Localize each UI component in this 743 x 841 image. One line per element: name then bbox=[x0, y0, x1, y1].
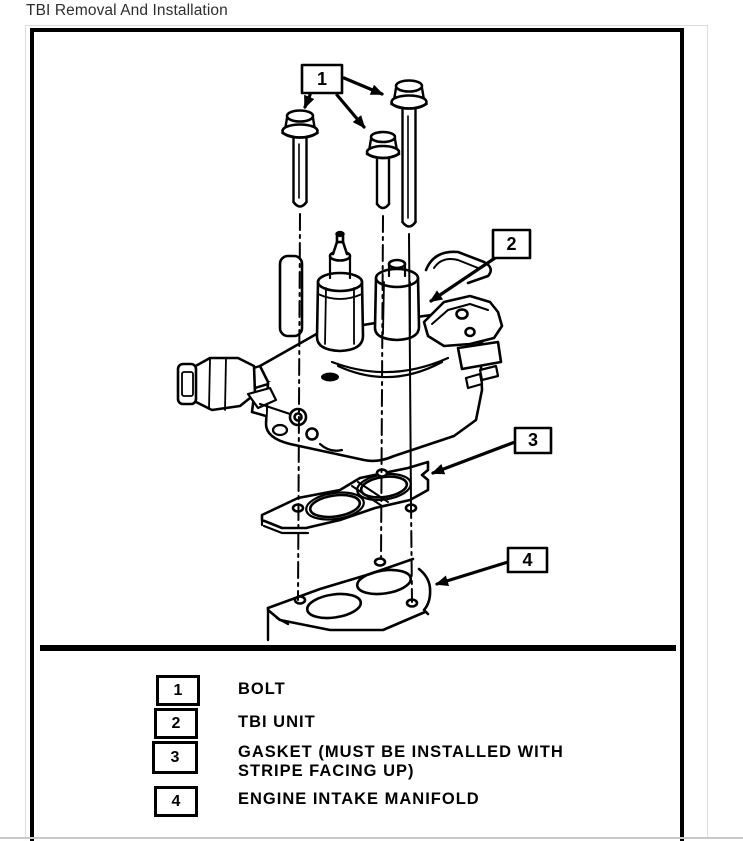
page-title: TBI Removal And Installation bbox=[26, 2, 228, 19]
svg-text:1: 1 bbox=[316, 69, 328, 89]
legend-label-gasket: GASKET (MUST BE INSTALLED WITH STRIPE FACING UP) bbox=[238, 743, 564, 780]
callout-1-arrow-left bbox=[305, 95, 310, 107]
svg-text:3: 3 bbox=[527, 430, 539, 450]
legend-num-box-1: 1 bbox=[156, 675, 200, 706]
centerline-right bbox=[411, 502, 412, 602]
legend-label-manifold: ENGINE INTAKE MANIFOLD bbox=[238, 790, 480, 808]
legend-label-tbi-unit: TBI UNIT bbox=[238, 713, 316, 731]
legend-num-box-3: 3 bbox=[152, 741, 198, 774]
legend-num-box-4: 4 bbox=[154, 786, 198, 817]
svg-text:2: 2 bbox=[506, 234, 517, 254]
callout-4-arrow bbox=[437, 562, 508, 584]
engine-intake-manifold bbox=[268, 559, 430, 641]
legend-num-box-2: 2 bbox=[154, 708, 198, 739]
callout-3-arrow bbox=[433, 442, 515, 473]
tbi-exploded-diagram bbox=[34, 32, 680, 658]
bolt-left bbox=[283, 111, 318, 207]
callout-4 bbox=[437, 548, 547, 584]
gasket bbox=[262, 462, 428, 533]
tbi-unit bbox=[178, 232, 502, 461]
bottom-rule bbox=[0, 837, 743, 839]
svg-text:4: 4 bbox=[522, 550, 533, 570]
divider-rule bbox=[40, 645, 676, 651]
callout-1-arrow-center bbox=[337, 95, 364, 127]
legend-label-bolt: BOLT bbox=[238, 680, 286, 698]
callout-1-arrow-right bbox=[344, 78, 382, 94]
bolt-center bbox=[367, 132, 399, 208]
